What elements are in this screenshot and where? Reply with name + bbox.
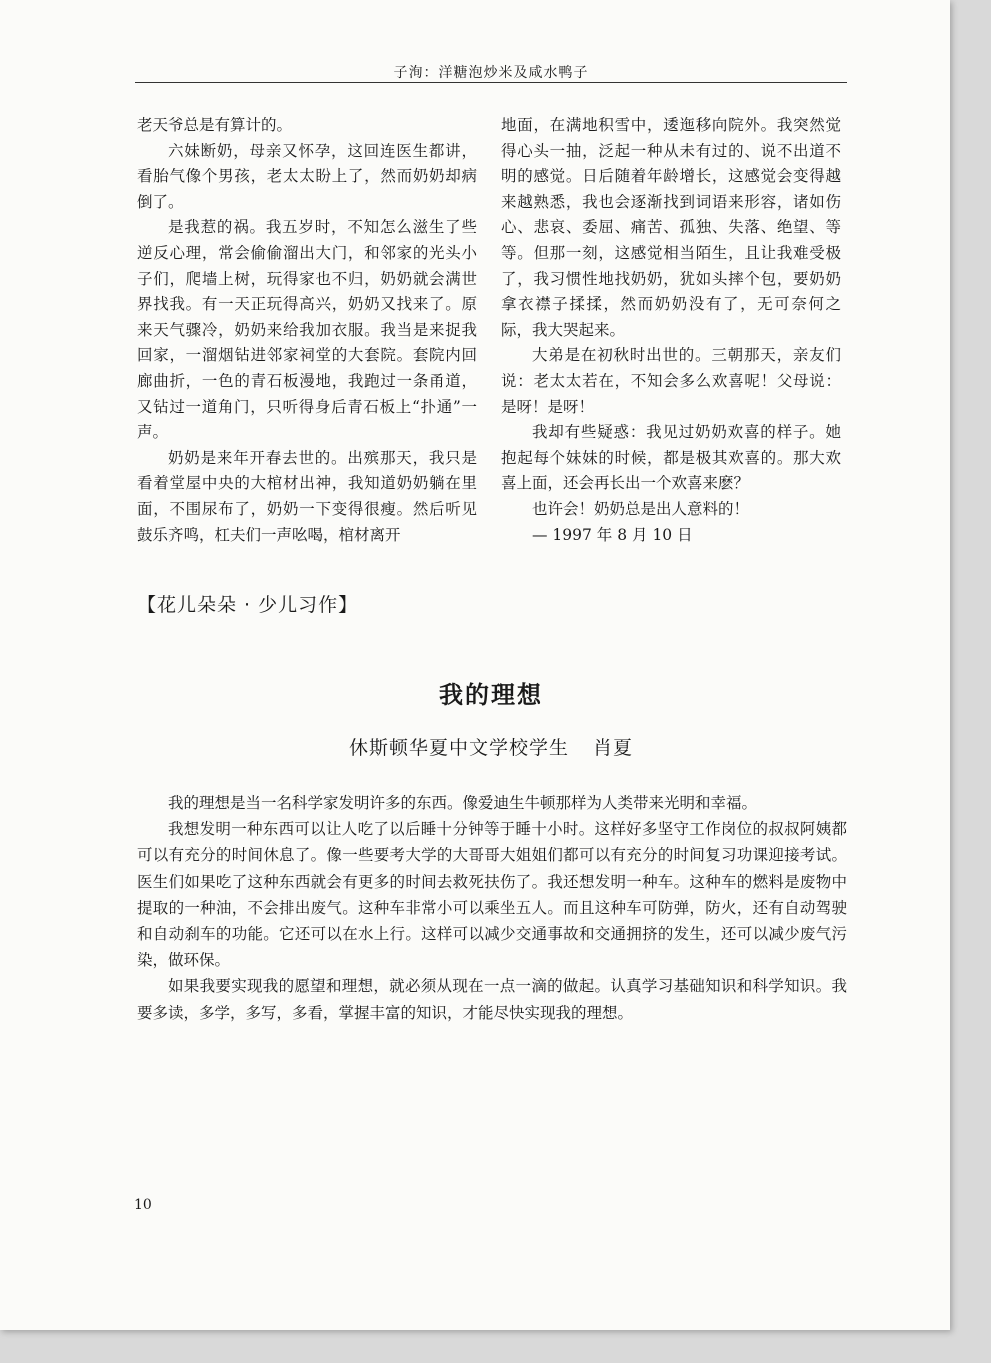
right-paragraph-1: 地面，在满地积雪中，逶迤移向院外。我突然觉得心头一抽，泛起一种从未有过的、说不出道不明的感觉。日后随着年龄增长，这感觉会变得越来越熟悉，我也会逐渐找到词语来形容，诸如伤心、悲哀、委屈、痛苦、孤独、失落、绝望、等等。但那一刻，这感觉相当陌生，且让我难受极了，我习惯性地找奶奶，犹如头摔个包，要奶奶拿衣襟子揉揉，然而奶奶没有了，无可奈何之际，我大哭起来。 <box>501 116 841 339</box>
essay-byline <box>135 733 847 760</box>
running-header: 子洵：洋糖泡炒米及咸水鸭子 <box>393 65 589 81</box>
date-line: — 1997 年 8 月 10 日 <box>532 525 693 544</box>
section-tag: 【花儿朵朵 · 少儿习作】 <box>137 594 359 616</box>
essay-paragraph-2: 我想发明一种东西可以让人吃了以后睡十分钟等于睡十小时。这样好多坚守工作岗位的叔叔阿姨都可以有充分的时间休息了。像一些要考大学的大哥哥大姐姐们都可以有充分的时间复习功课迎接考试。医生们如果吃了这种东西就会有更多的时间去救死扶伤了。我还想发明一种车。这种车的燃料是废物中提取的一种油，不会排出废气。这种车非常小可以乘坐五人。而且这种车可防弹，防火，还有自动驾驶和自动刹车的功能。它还可以在水上行。这样可以减少交通事故和交通拥挤的发生，还可以减少废气污染，做环保。 <box>137 820 847 970</box>
essay-title: 我的理想 <box>439 680 543 709</box>
left-column <box>137 113 477 548</box>
essay-paragraph-3: 如果我要实现我的愿望和理想，就必须从现在一点一滴的做起。认真学习基础知识和科学知识。我要多读，多学，多写，多看，掌握丰富的知识，才能尽快实现我的理想。 <box>137 977 847 1022</box>
right-column <box>501 113 841 548</box>
left-paragraph-3: 是我惹的祸。我五岁时，不知怎么滋生了些逆反心理，常会偷偷溜出大门，和邻家的光头小子们，爬墙上树，玩得家也不归，奶奶就会满世界找我。有一天正玩得高兴，奶奶又找来了。原来天气骤冷，奶奶来给我加衣服。我当是来捉我回家，一溜烟钻进邻家祠堂的大套院。套院内回廊曲折，一色的青石板漫地，我跑过一条甬道，又钻过一道角门，只听得身后青石板上“扑通”一声。 <box>137 218 477 442</box>
header-rule <box>135 82 847 83</box>
page-number: 10 <box>134 1197 152 1213</box>
left-paragraph-4: 奶奶是来年开春去世的。出殡那天，我只是看着堂屋中央的大棺材出神，我知道奶奶躺在里面，不围尿布了，奶奶一下变得很瘦。然后听见鼓乐齐鸣，杠夫们一声吆喝，棺材离开 <box>137 448 477 544</box>
essay-paragraph-1: 我的理想是当一名科学家发明许多的东西。像爱迪生牛顿那样为人类带来光明和幸福。 <box>168 794 758 812</box>
right-paragraph-4: 也许会！奶奶总是出人意料的！ <box>532 499 750 518</box>
author-name: 肖夏 <box>593 737 634 759</box>
left-paragraph-1: 老天爷总是有算计的。 <box>137 116 293 134</box>
essay-body <box>137 790 847 1026</box>
right-paragraph-3: 我却有些疑惑：我见过奶奶欢喜的样子。她抱起每个妹妹的时候，都是极其欢喜的。那大欢喜上面，还会再长出一个欢喜来麽？ <box>501 423 841 493</box>
left-paragraph-2: 六妹断奶，母亲又怀孕，这回连医生都讲，看胎气像个男孩，老太太盼上了，然而奶奶却病倒了。 <box>137 141 477 211</box>
author-school: 休斯顿华夏中文学校学生 <box>348 737 569 759</box>
right-paragraph-2: 大弟是在初秋时出世的。三朝那天，亲友们说：老太太若在，不知会多么欢喜呢！父母说：是呀！是呀！ <box>501 346 841 416</box>
